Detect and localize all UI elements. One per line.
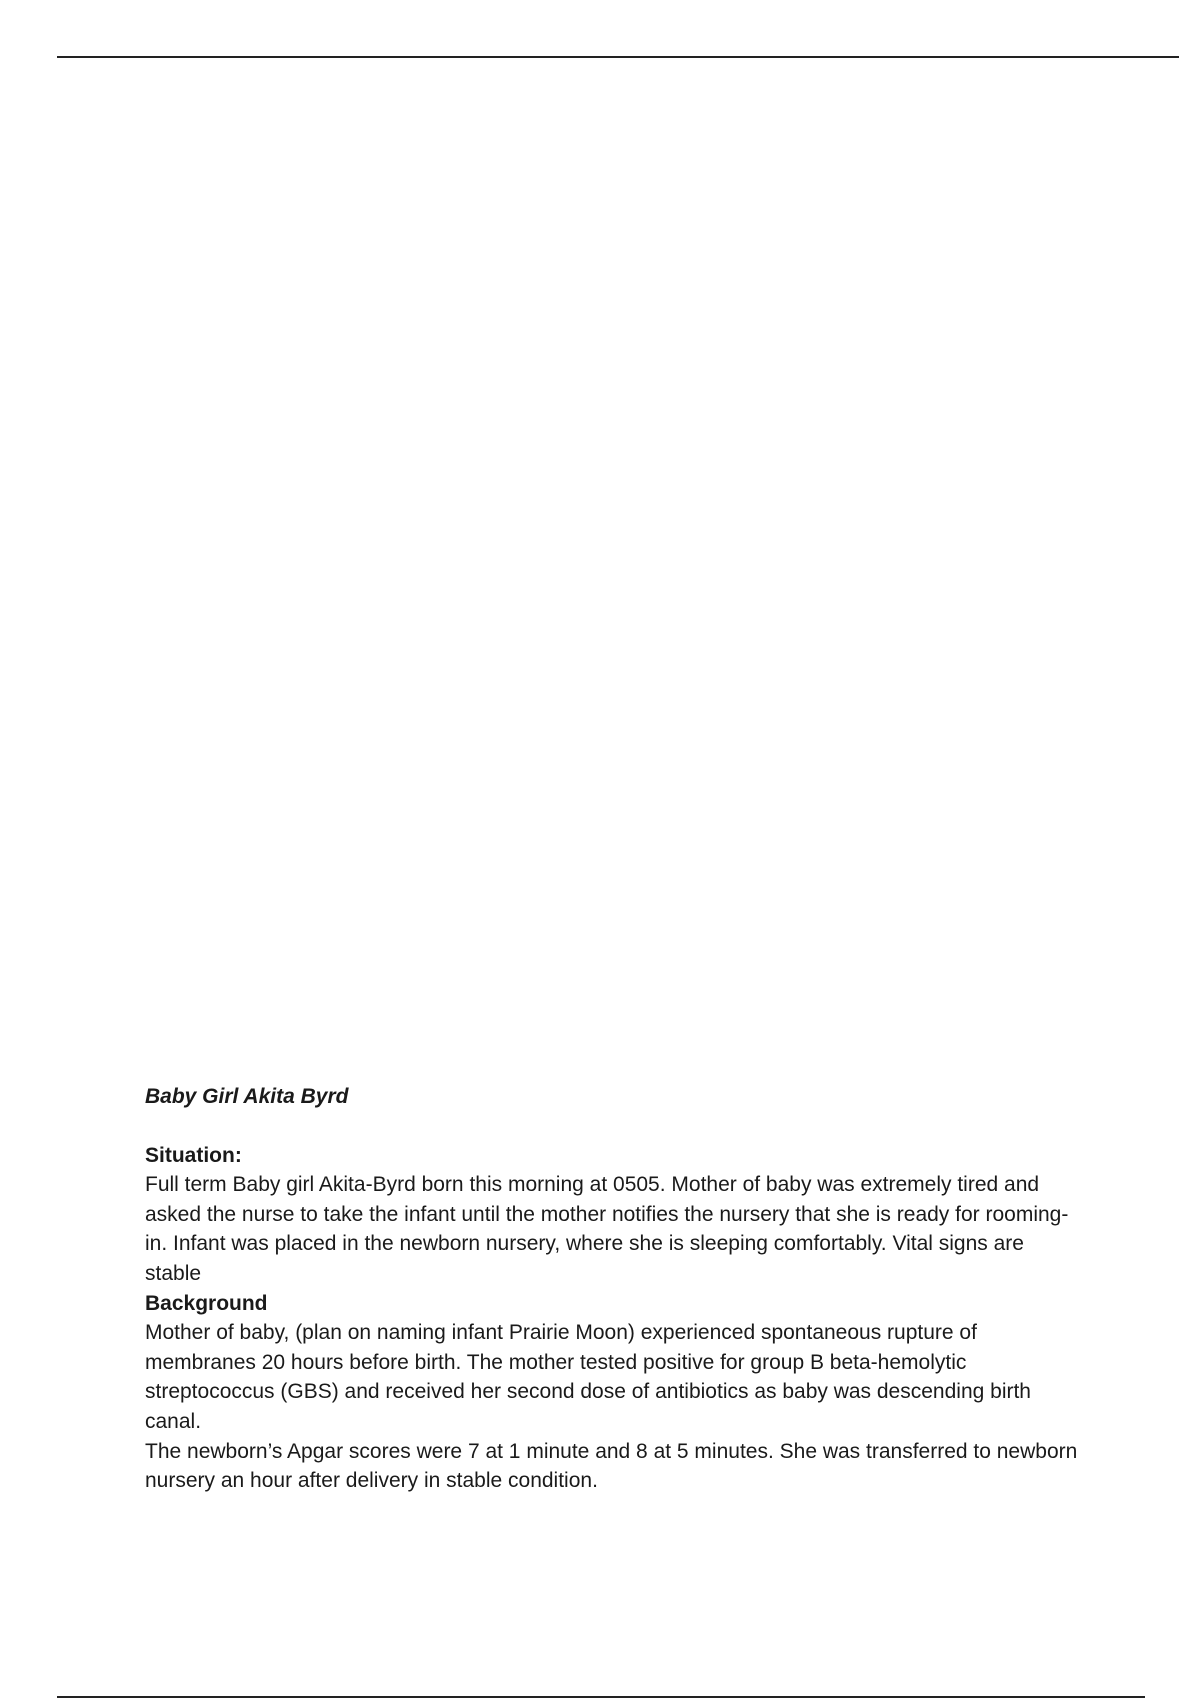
background-heading: Background	[145, 1291, 268, 1315]
situation-text: Full term Baby girl Akita-Byrd born this morning at 0505. Mother of baby was extremely tired and asked the nurse to take the infant until the mother notifies the nursery that she is ready for rooming-in. Infant was placed in the newborn nursery, where she is sleeping comfortably. Vital signs are stable	[145, 1173, 1069, 1285]
document-body	[145, 1082, 1085, 1496]
situation-heading: Situation:	[145, 1143, 242, 1167]
header-rule	[57, 56, 1179, 58]
footer-rule	[57, 1696, 1145, 1698]
document-title: Baby Girl Akita Byrd	[145, 1085, 349, 1108]
apgar-text: The newborn’s Apgar scores were 7 at 1 minute and 8 at 5 minutes. She was transferred to newborn nursery an hour after delivery in stable condition.	[145, 1439, 1078, 1493]
background-text: Mother of baby, (plan on naming infant Prairie Moon) experienced spontaneous rupture of membranes 20 hours before birth. The mother tested positive for group B beta-hemolytic streptococcus (GBS) and received her second dose of antibiotics as baby was descending birth canal.	[145, 1321, 1031, 1433]
